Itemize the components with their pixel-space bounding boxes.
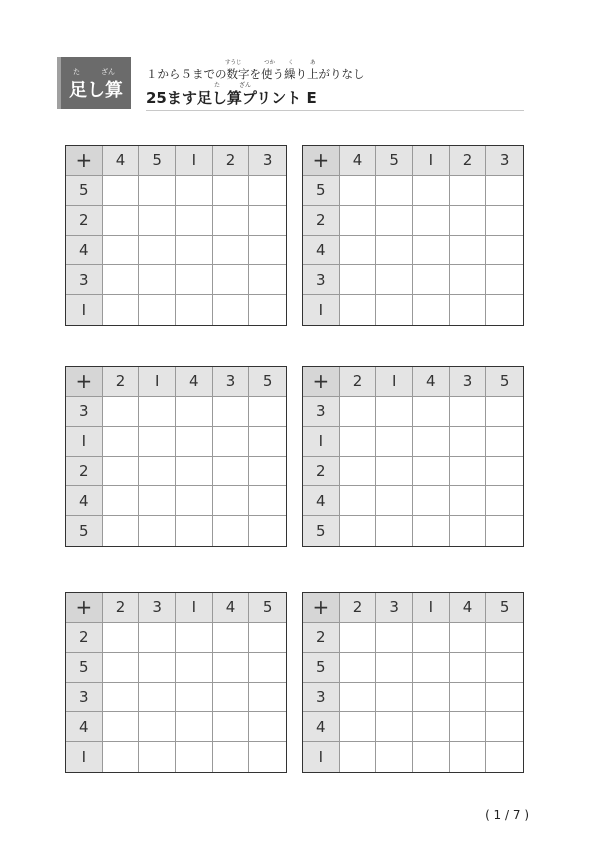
answer-cell[interactable] <box>486 742 523 772</box>
row-header-number: 5 <box>66 176 103 206</box>
answer-cell[interactable] <box>139 457 176 487</box>
answer-cell[interactable] <box>413 295 450 325</box>
answer-cell[interactable] <box>249 295 286 325</box>
row-header-number: 4 <box>66 236 103 266</box>
row-header-number: 3 <box>303 265 340 295</box>
answer-cell[interactable] <box>213 236 250 266</box>
answer-cell[interactable] <box>486 623 523 653</box>
column-header-number: 3 <box>450 367 487 397</box>
answer-cell[interactable] <box>103 206 140 236</box>
answer-cell[interactable] <box>340 516 377 546</box>
answer-cell[interactable] <box>376 653 413 683</box>
column-header-number: 3 <box>249 146 286 176</box>
addition-grid-1 <box>65 145 287 326</box>
answer-cell[interactable] <box>249 712 286 742</box>
answer-cell[interactable] <box>249 683 286 713</box>
answer-cell[interactable] <box>340 486 377 516</box>
answer-cell[interactable] <box>413 486 450 516</box>
answer-cell[interactable] <box>249 486 286 516</box>
answer-cell[interactable] <box>450 236 487 266</box>
answer-cell[interactable] <box>176 653 213 683</box>
answer-cell[interactable] <box>340 457 377 487</box>
answer-cell[interactable] <box>139 265 176 295</box>
answer-cell[interactable] <box>139 206 176 236</box>
answer-cell[interactable] <box>340 653 377 683</box>
answer-cell[interactable] <box>249 653 286 683</box>
answer-cell[interactable] <box>176 742 213 772</box>
addition-grid-3 <box>65 366 287 547</box>
answer-cell[interactable] <box>413 206 450 236</box>
answer-cell[interactable] <box>103 265 140 295</box>
column-header-number: I <box>413 146 450 176</box>
addition-grid-4 <box>302 366 524 547</box>
answer-cell[interactable] <box>213 486 250 516</box>
answer-cell[interactable] <box>486 236 523 266</box>
answer-cell[interactable] <box>450 206 487 236</box>
row-header-number: 2 <box>66 623 103 653</box>
answer-cell[interactable] <box>340 623 377 653</box>
answer-cell[interactable] <box>213 176 250 206</box>
answer-cell[interactable] <box>139 653 176 683</box>
answer-cell[interactable] <box>103 176 140 206</box>
answer-cell[interactable] <box>139 712 176 742</box>
column-header-number: 2 <box>340 593 377 623</box>
column-header-number: I <box>413 593 450 623</box>
row-header-number: I <box>66 427 103 457</box>
row-header-number: 5 <box>303 516 340 546</box>
page-title: 25ます足し算プリント E <box>146 89 317 107</box>
answer-cell[interactable] <box>176 457 213 487</box>
answer-cell[interactable] <box>340 265 377 295</box>
row-header-number: 5 <box>66 516 103 546</box>
answer-cell[interactable] <box>139 742 176 772</box>
answer-cell[interactable] <box>103 742 140 772</box>
answer-cell[interactable] <box>376 295 413 325</box>
answer-cell[interactable] <box>450 623 487 653</box>
title-block <box>146 81 406 109</box>
answer-cell[interactable] <box>413 712 450 742</box>
answer-cell[interactable] <box>376 427 413 457</box>
operator-cell: + <box>66 367 103 397</box>
row-header-number: 5 <box>303 653 340 683</box>
answer-cell[interactable] <box>413 176 450 206</box>
subtitle: １から５までの数字を使う繰り上がりなし <box>146 67 365 81</box>
row-header-number: I <box>303 295 340 325</box>
answer-cell[interactable] <box>450 427 487 457</box>
answer-cell[interactable] <box>176 265 213 295</box>
addition-grid-6 <box>302 592 524 773</box>
column-header-number: 5 <box>249 593 286 623</box>
row-header-number: 2 <box>66 206 103 236</box>
category-badge <box>57 57 131 109</box>
answer-cell[interactable] <box>176 623 213 653</box>
answer-cell[interactable] <box>376 265 413 295</box>
answer-cell[interactable] <box>376 486 413 516</box>
row-header-number: 2 <box>303 206 340 236</box>
answer-cell[interactable] <box>139 397 176 427</box>
badge-ruby-ta: た <box>73 68 80 76</box>
answer-cell[interactable] <box>450 176 487 206</box>
answer-cell[interactable] <box>413 683 450 713</box>
answer-cell[interactable] <box>213 516 250 546</box>
answer-cell[interactable] <box>340 295 377 325</box>
column-header-number: 4 <box>450 593 487 623</box>
column-header-number: 2 <box>103 593 140 623</box>
column-header-number: I <box>139 367 176 397</box>
answer-cell[interactable] <box>413 742 450 772</box>
answer-cell[interactable] <box>213 623 250 653</box>
answer-cell[interactable] <box>376 397 413 427</box>
row-header-number: 4 <box>303 712 340 742</box>
addition-grid-2 <box>302 145 524 326</box>
operator-cell: + <box>66 146 103 176</box>
answer-cell[interactable] <box>486 176 523 206</box>
row-header-number: 4 <box>303 486 340 516</box>
answer-cell[interactable] <box>450 265 487 295</box>
answer-cell[interactable] <box>340 683 377 713</box>
answer-cell[interactable] <box>213 712 250 742</box>
answer-cell[interactable] <box>340 712 377 742</box>
answer-cell[interactable] <box>139 236 176 266</box>
column-header-number: 3 <box>486 146 523 176</box>
column-header-number: 3 <box>376 593 413 623</box>
answer-cell[interactable] <box>176 295 213 325</box>
answer-cell[interactable] <box>139 176 176 206</box>
answer-cell[interactable] <box>176 397 213 427</box>
row-header-number: 5 <box>66 653 103 683</box>
answer-cell[interactable] <box>139 623 176 653</box>
answer-cell[interactable] <box>376 457 413 487</box>
operator-cell: + <box>303 367 340 397</box>
row-header-number: 5 <box>303 176 340 206</box>
answer-cell[interactable] <box>249 236 286 266</box>
answer-cell[interactable] <box>103 397 140 427</box>
answer-cell[interactable] <box>376 236 413 266</box>
answer-cell[interactable] <box>139 486 176 516</box>
answer-cell[interactable] <box>340 176 377 206</box>
answer-cell[interactable] <box>176 206 213 236</box>
answer-cell[interactable] <box>103 427 140 457</box>
row-header-number: 2 <box>303 457 340 487</box>
answer-cell[interactable] <box>376 742 413 772</box>
column-header-number: 5 <box>486 367 523 397</box>
column-header-number: 4 <box>340 146 377 176</box>
answer-cell[interactable] <box>213 397 250 427</box>
subtitle-ruby: すうじ <box>225 60 242 66</box>
answer-cell[interactable] <box>486 653 523 683</box>
operator-cell: + <box>303 146 340 176</box>
operator-cell: + <box>303 593 340 623</box>
column-header-number: 3 <box>139 593 176 623</box>
answer-cell[interactable] <box>413 516 450 546</box>
row-header-number: 4 <box>66 486 103 516</box>
answer-cell[interactable] <box>139 295 176 325</box>
answer-cell[interactable] <box>176 427 213 457</box>
answer-cell[interactable] <box>249 176 286 206</box>
answer-cell[interactable] <box>450 457 487 487</box>
answer-cell[interactable] <box>413 427 450 457</box>
answer-cell[interactable] <box>249 265 286 295</box>
row-header-number: 3 <box>303 397 340 427</box>
subtitle-ruby: く <box>288 60 294 66</box>
answer-cell[interactable] <box>249 623 286 653</box>
row-header-number: 2 <box>303 623 340 653</box>
row-header-number: 4 <box>303 236 340 266</box>
answer-cell[interactable] <box>340 236 377 266</box>
answer-cell[interactable] <box>176 516 213 546</box>
row-header-number: 3 <box>66 397 103 427</box>
column-header-number: 4 <box>413 367 450 397</box>
answer-cell[interactable] <box>176 176 213 206</box>
subtitle-ruby: つか <box>264 60 276 66</box>
row-header-number: 3 <box>66 265 103 295</box>
page-number: ( 1 / 7 ) <box>485 808 529 822</box>
row-header-number: 4 <box>66 712 103 742</box>
answer-cell[interactable] <box>176 236 213 266</box>
column-header-number: 2 <box>213 146 250 176</box>
answer-cell[interactable] <box>376 683 413 713</box>
answer-cell[interactable] <box>450 295 487 325</box>
row-header-number: I <box>303 742 340 772</box>
answer-cell[interactable] <box>450 742 487 772</box>
answer-cell[interactable] <box>340 397 377 427</box>
answer-cell[interactable] <box>249 427 286 457</box>
answer-cell[interactable] <box>176 683 213 713</box>
answer-cell[interactable] <box>486 486 523 516</box>
column-header-number: 4 <box>103 146 140 176</box>
answer-cell[interactable] <box>213 683 250 713</box>
answer-cell[interactable] <box>213 742 250 772</box>
badge-ruby-zan: ざん <box>101 68 115 76</box>
answer-cell[interactable] <box>376 712 413 742</box>
column-header-number: I <box>376 367 413 397</box>
addition-grid-5 <box>65 592 287 773</box>
answer-cell[interactable] <box>103 516 140 546</box>
answer-cell[interactable] <box>103 623 140 653</box>
answer-cell[interactable] <box>213 206 250 236</box>
answer-cell[interactable] <box>213 295 250 325</box>
answer-cell[interactable] <box>413 457 450 487</box>
answer-cell[interactable] <box>376 176 413 206</box>
answer-cell[interactable] <box>139 683 176 713</box>
title-ruby: た <box>214 82 221 89</box>
answer-cell[interactable] <box>249 516 286 546</box>
answer-cell[interactable] <box>103 457 140 487</box>
answer-cell[interactable] <box>139 427 176 457</box>
answer-cell[interactable] <box>213 427 250 457</box>
answer-cell[interactable] <box>103 712 140 742</box>
answer-cell[interactable] <box>450 653 487 683</box>
answer-cell[interactable] <box>486 206 523 236</box>
column-header-number: I <box>176 146 213 176</box>
column-header-number: I <box>176 593 213 623</box>
answer-cell[interactable] <box>486 265 523 295</box>
answer-cell[interactable] <box>103 236 140 266</box>
column-header-number: 5 <box>376 146 413 176</box>
column-header-number: 5 <box>139 146 176 176</box>
answer-cell[interactable] <box>249 206 286 236</box>
badge-label: 足し算 <box>69 80 123 101</box>
answer-cell[interactable] <box>103 653 140 683</box>
row-header-number: 2 <box>66 457 103 487</box>
title-divider <box>146 110 524 111</box>
column-header-number: 4 <box>213 593 250 623</box>
answer-cell[interactable] <box>249 457 286 487</box>
answer-cell[interactable] <box>486 427 523 457</box>
answer-cell[interactable] <box>450 397 487 427</box>
answer-cell[interactable] <box>213 457 250 487</box>
column-header-number: 3 <box>213 367 250 397</box>
answer-cell[interactable] <box>413 653 450 683</box>
row-header-number: I <box>66 742 103 772</box>
answer-cell[interactable] <box>176 712 213 742</box>
answer-cell[interactable] <box>249 742 286 772</box>
answer-cell[interactable] <box>103 683 140 713</box>
answer-cell[interactable] <box>103 295 140 325</box>
row-header-number: I <box>66 295 103 325</box>
answer-cell[interactable] <box>376 516 413 546</box>
column-header-number: 2 <box>103 367 140 397</box>
column-header-number: 2 <box>450 146 487 176</box>
answer-cell[interactable] <box>450 683 487 713</box>
answer-cell[interactable] <box>450 712 487 742</box>
answer-cell[interactable] <box>413 397 450 427</box>
answer-cell[interactable] <box>340 427 377 457</box>
row-header-number: 3 <box>303 683 340 713</box>
answer-cell[interactable] <box>340 206 377 236</box>
answer-cell[interactable] <box>486 516 523 546</box>
column-header-number: 5 <box>486 593 523 623</box>
row-header-number: 3 <box>66 683 103 713</box>
answer-cell[interactable] <box>413 623 450 653</box>
answer-cell[interactable] <box>486 397 523 427</box>
answer-cell[interactable] <box>176 486 213 516</box>
row-header-number: I <box>303 427 340 457</box>
answer-cell[interactable] <box>486 683 523 713</box>
column-header-number: 4 <box>176 367 213 397</box>
answer-cell[interactable] <box>103 486 140 516</box>
answer-cell[interactable] <box>340 742 377 772</box>
answer-cell[interactable] <box>450 486 487 516</box>
answer-cell[interactable] <box>213 265 250 295</box>
column-header-number: 2 <box>340 367 377 397</box>
answer-cell[interactable] <box>486 712 523 742</box>
answer-cell[interactable] <box>139 516 176 546</box>
title-ruby: ざん <box>239 82 252 89</box>
answer-cell[interactable] <box>450 516 487 546</box>
column-header-number: 5 <box>249 367 286 397</box>
answer-cell[interactable] <box>376 623 413 653</box>
subtitle-block <box>146 58 396 80</box>
answer-cell[interactable] <box>413 236 450 266</box>
answer-cell[interactable] <box>486 295 523 325</box>
answer-cell[interactable] <box>249 397 286 427</box>
answer-cell[interactable] <box>486 457 523 487</box>
answer-cell[interactable] <box>413 265 450 295</box>
answer-cell[interactable] <box>376 206 413 236</box>
answer-cell[interactable] <box>213 653 250 683</box>
operator-cell: + <box>66 593 103 623</box>
subtitle-ruby: あ <box>310 60 316 66</box>
